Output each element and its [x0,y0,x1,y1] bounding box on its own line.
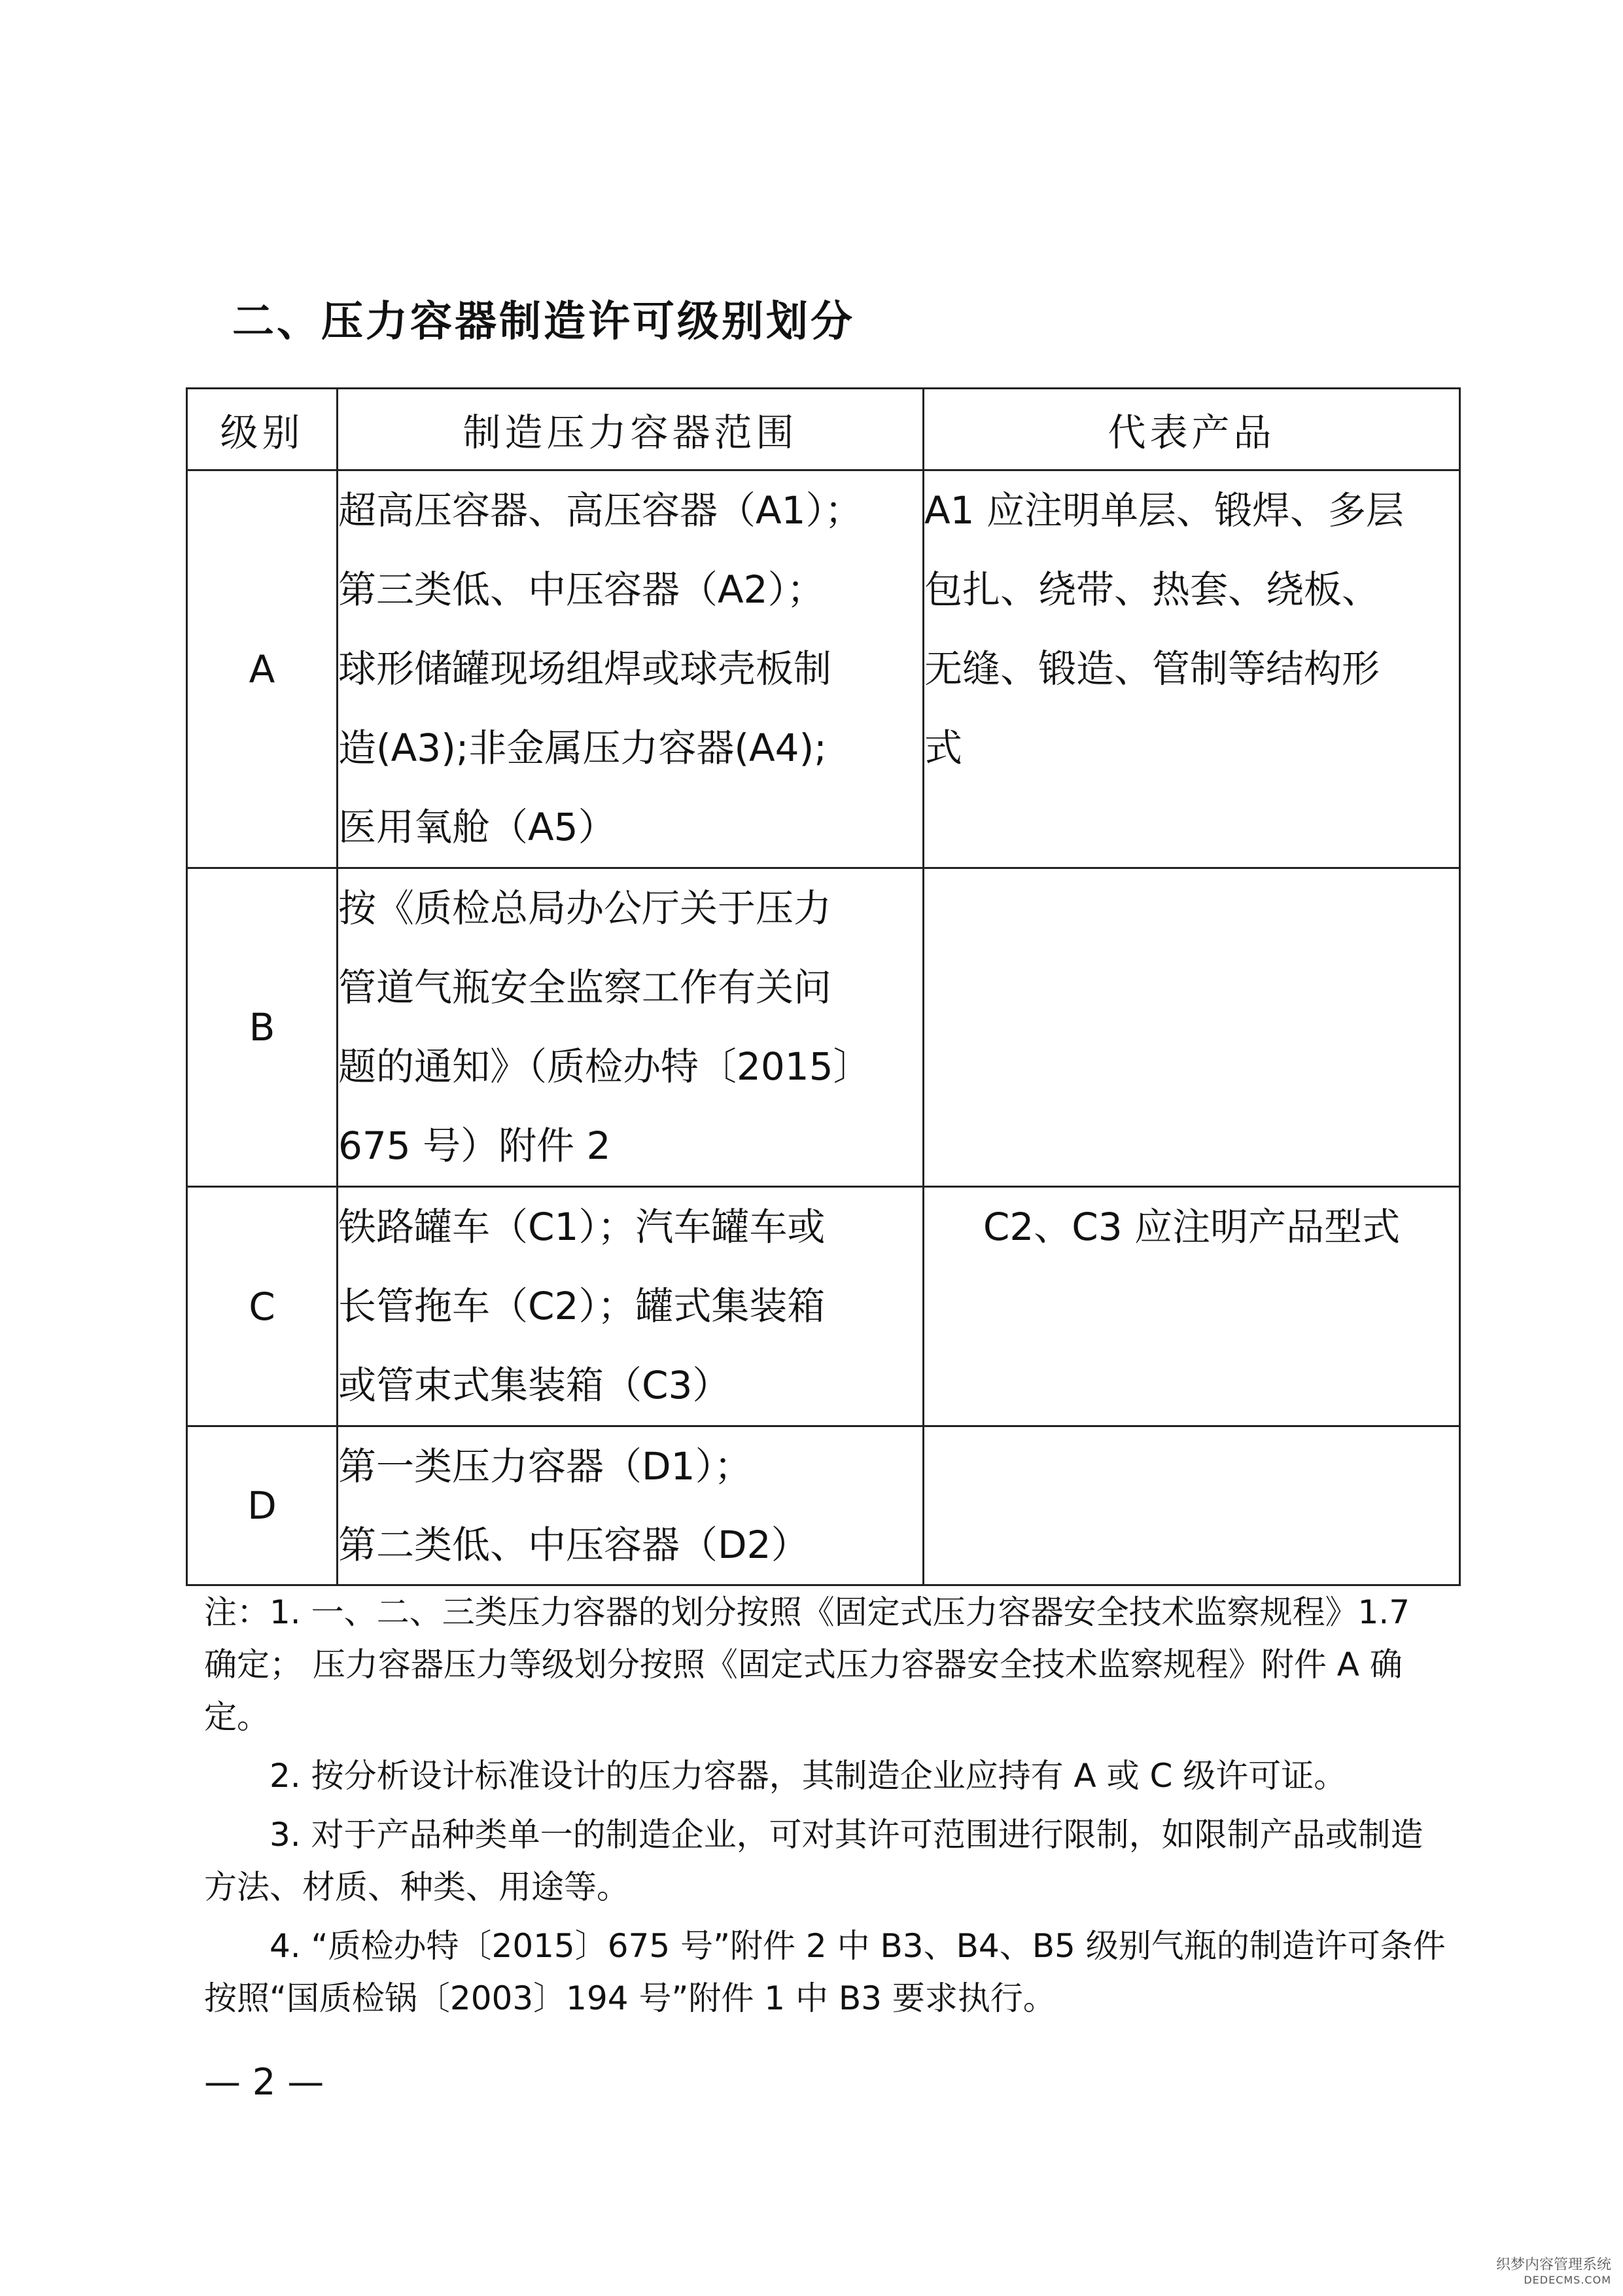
scope-line: 按《质检总局办公厅关于压力 [338,886,832,930]
table-row-d [187,1426,1460,1585]
header-products: 代表产品 [924,389,1460,470]
scope-line: 铁路罐车（C1）；汽车罐车或 [338,1205,826,1249]
product-cell [924,868,1460,1187]
watermark-cn: 织梦内容管理系统 [1495,2257,1611,2273]
table-row-c [187,1187,1460,1426]
scope-line: 造(A3);非金属压力容器(A4); [338,726,827,770]
level-cell: D [187,1426,338,1585]
scope-line: 675 号）附件 2 [338,1123,611,1168]
scope-line: 题的通知》（质检办特〔2015〕 [338,1044,871,1089]
table-header-row [187,389,1460,470]
note-3: 3. 对于产品种类单一的制造企业，可对其许可范围进行限制，如限制产品或制造方法、材质、种类、用途等。 [204,1816,1423,1906]
watermark [1496,2257,1611,2287]
scope-cell [338,868,924,1187]
scope-line: 或管束式集装箱（C3） [338,1363,731,1407]
level-cell: B [187,868,338,1187]
product-cell [924,470,1460,868]
note-1: 注：1. 一、二、三类压力容器的划分按照《固定式压力容器安全技术监察规程》1.7 确定； 压力容器压力等级划分按照《固定式压力容器安全技术监察规程》附件 A 确定。 [204,1593,1410,1736]
license-grade-table [186,387,1461,1586]
header-scope: 制造压力容器范围 [338,389,924,470]
header-level: 级别 [187,389,338,470]
product-line: 包扎、绕带、热套、绕板、 [924,567,1380,612]
scope-cell [338,1187,924,1426]
section-heading: 二、压力容器制造许可级别划分 [232,298,855,346]
notes-section [204,1586,1447,2024]
level-cell: A [187,470,338,868]
watermark-en: DEDECMS.COM [1524,2274,1611,2286]
table-row-b [187,868,1460,1187]
scope-line: 超高压容器、高压容器（A1）； [338,488,863,533]
product-cell [924,1187,1460,1426]
scope-line: 第二类低、中压容器（D2） [338,1523,809,1567]
table-row-a [187,470,1460,868]
scope-cell [338,470,924,868]
product-line: 式 [924,726,963,770]
product-cell [924,1426,1460,1585]
scope-line: 第三类低、中压容器（A2）； [338,567,825,612]
scope-line: 第一类压力容器（D1）； [338,1444,752,1489]
note-2: 2. 按分析设计标准设计的压力容器，其制造企业应持有 A 或 C 级许可证。 [270,1757,1347,1795]
scope-line: 长管拖车（C2）；罐式集装箱 [338,1284,826,1328]
note-4: 4. “质检办特〔2015〕675 号”附件 2 中 B3、B4、B5 级别气瓶的制造许可条件按照“国质检锅〔2003〕194 号”附件 1 中 B3 要求执行。 [204,1927,1446,2017]
page-number: — 2 — [204,2061,324,2104]
scope-line: 管道气瓶安全监察工作有关问 [338,965,832,1010]
scope-line: 球形储罐现场组焊或球壳板制 [338,646,832,691]
scope-line: 医用氧舱（A5） [338,805,616,849]
product-line: C2、C3 应注明产品型式 [983,1205,1401,1249]
product-line: A1 应注明单层、锻焊、多层 [924,488,1405,533]
scope-cell [338,1426,924,1585]
level-cell: C [187,1187,338,1426]
product-line: 无缝、锻造、管制等结构形 [924,646,1380,691]
